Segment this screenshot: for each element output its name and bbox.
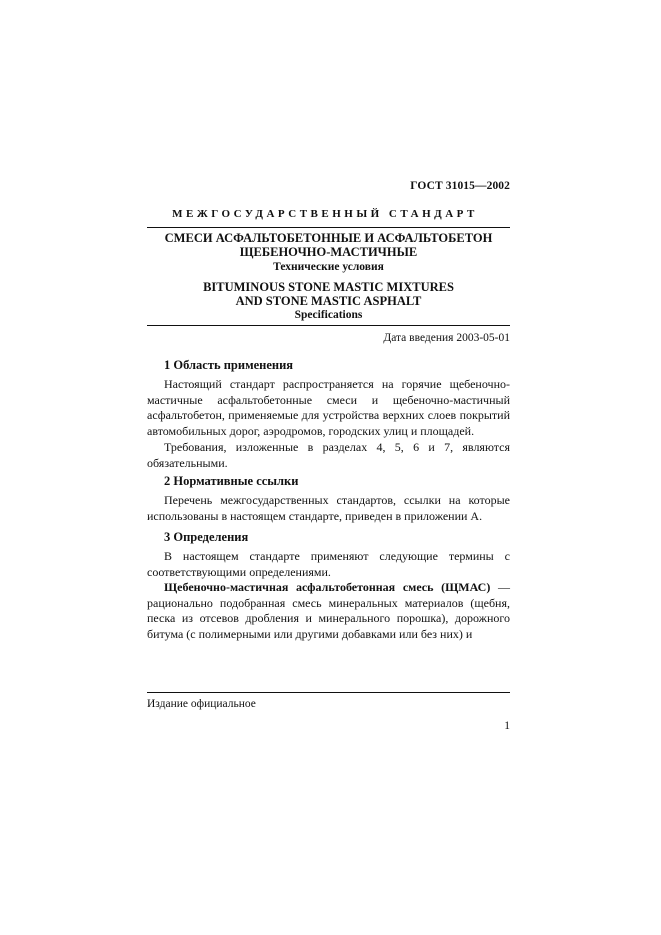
russian-subtitle: Технические условия (273, 261, 384, 273)
section-heading-scope: 1 Область применения (164, 358, 294, 372)
section-scope-paragraph-2: Требования, изложенные в разделах 4, 5, 6 и 7, являются обязательными. (147, 440, 510, 470)
introduction-date: Дата введения 2003-05-01 (383, 332, 510, 344)
definition-smas (147, 580, 510, 642)
document-code: ГОСТ 31015—2002 (410, 180, 510, 192)
section-scope-paragraph-1: Настоящий стандарт распространяется на горячие щебеночно-мастичные асфальтобетонные смеси и щебеночно-мастичный асфальтобетон, применяемые для устройства верхних слоев покрытий автомобильных дорог, аэродромов, городских улиц и площадей. (147, 377, 510, 438)
english-title-line-2: AND STONE MASTIC ASPHALT (235, 294, 422, 308)
english-title-line-1: BITUMINOUS STONE MASTIC MIXTURES (203, 280, 454, 294)
section-heading-definitions: 3 Определения (164, 530, 249, 544)
official-edition-note: Издание официальное (147, 698, 256, 710)
page-number: 1 (504, 720, 510, 732)
footer-rule (147, 692, 510, 693)
definition-term: Щебеночно-мастичная асфальтобетонная смесь (ЩМАС) (164, 580, 491, 594)
section-references-paragraph: Перечень межгосударственных стандартов, ссылки на которые использованы в настоящем стандарте, приведен в приложении А. (147, 493, 510, 523)
english-subtitle: Specifications (294, 309, 363, 321)
section-heading-references: 2 Нормативные ссылки (164, 474, 299, 488)
russian-title-line-2: ЩЕБЕНОЧНО-МАСТИЧНЫЕ (239, 245, 418, 259)
interstate-standard-heading: МЕЖГОСУДАРСТВЕННЫЙ СТАНДАРТ (172, 208, 478, 220)
title-top-rule (147, 227, 510, 228)
english-title (147, 280, 510, 308)
russian-title-line-1: СМЕСИ АСФАЛЬТОБЕТОННЫЕ И АСФАЛЬТОБЕТОН (164, 231, 493, 245)
section-definitions-paragraph: В настоящем стандарте применяют следующие термины с соответствующими определениями. (147, 549, 510, 579)
title-bottom-rule (147, 325, 510, 326)
definition-text: — рационально подобранная смесь минеральных материалов (щебня, песка из отсевов дробления и минерального порошка), дорожного битума (с полимерными или другими добавками или без них) и (147, 580, 510, 641)
russian-title (147, 231, 510, 259)
